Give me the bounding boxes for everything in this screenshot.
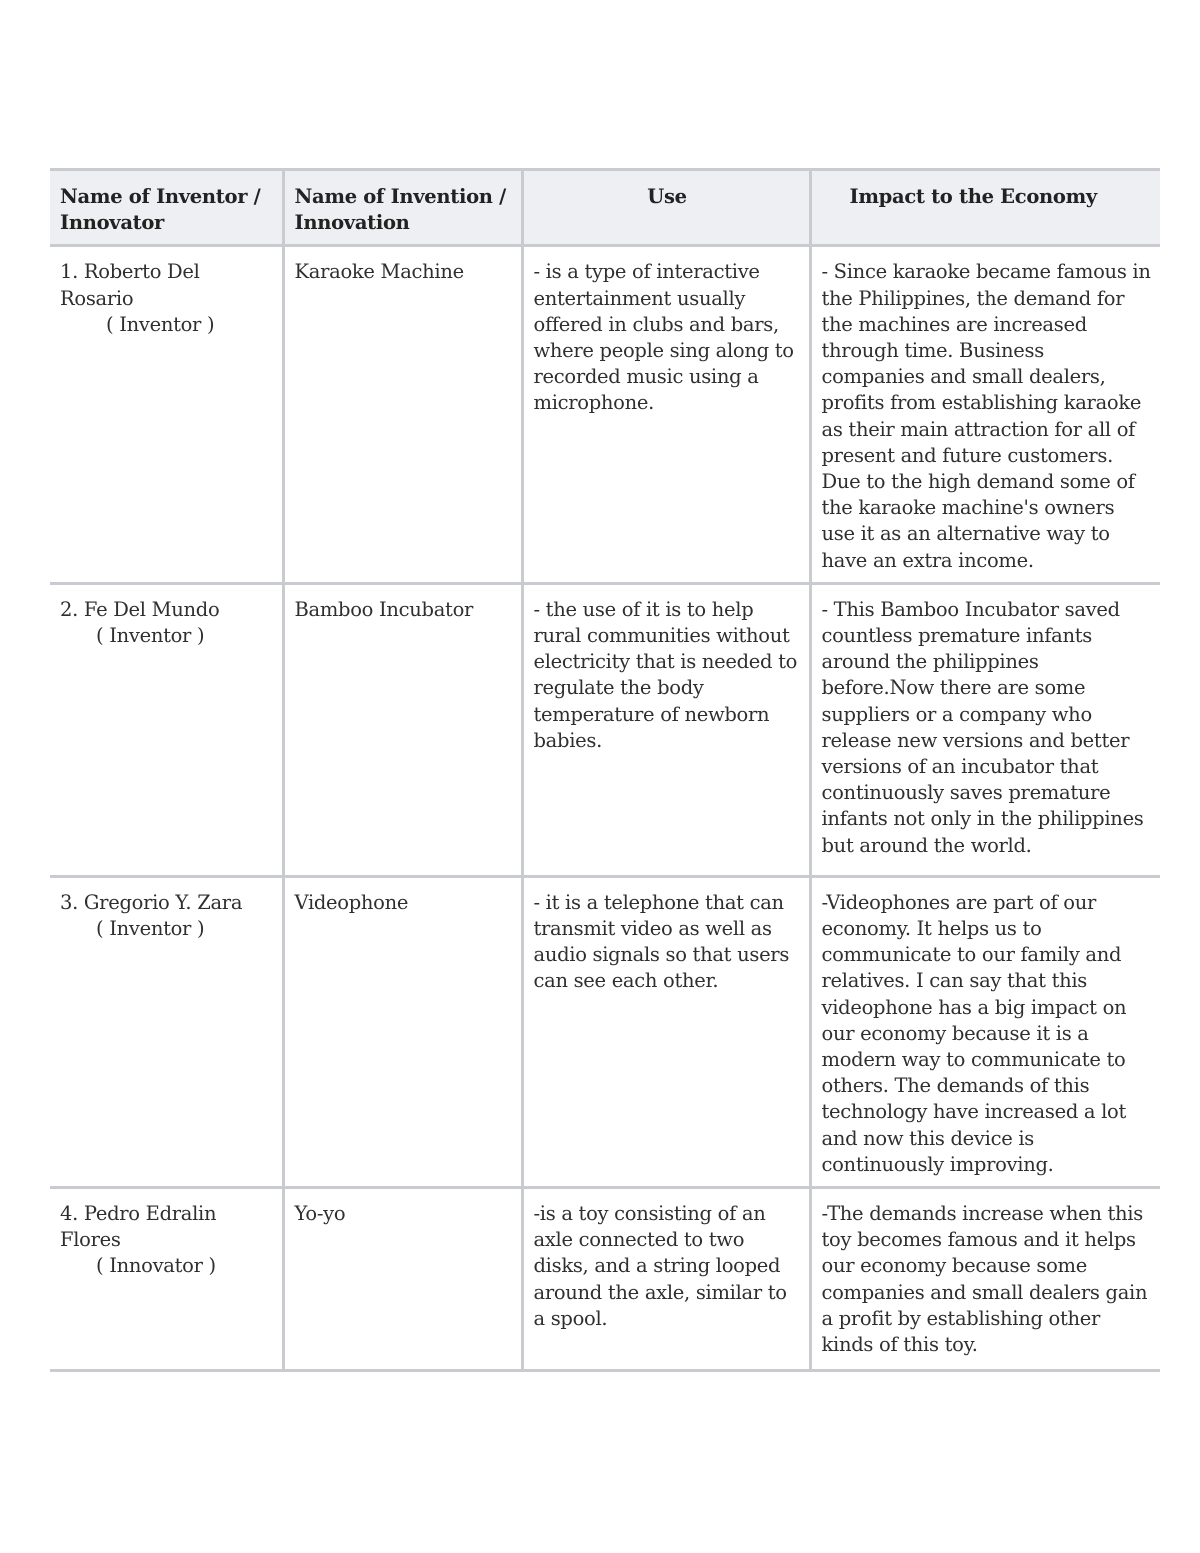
header-inventor: Name of Inventor / Innovator — [50, 170, 283, 246]
inventor-name: 4. Pedro Edralin Flores — [60, 1202, 217, 1252]
table-body — [50, 246, 1160, 1371]
impact-cell: - This Bamboo Incubator saved countless premature infants around the philippines before.Now there are some suppliers or a company who release new versions and better versions of an incubator that continuously saves premature infants not only in the philippines but around the world. — [810, 583, 1160, 876]
impact-cell: -The demands increase when this toy becomes famous and it helps our economy because some companies and small dealers gain a profit by establishing other kinds of this toy. — [810, 1188, 1160, 1371]
header-impact: Impact to the Economy — [810, 170, 1160, 246]
inventor-cell — [50, 246, 283, 583]
inventor-cell — [50, 876, 283, 1187]
inventor-role: ( Innovator ) — [96, 1254, 216, 1278]
use-cell: - the use of it is to help rural communities without electricity that is needed to regulate the body temperature of newborn babies. — [522, 583, 810, 876]
inventor-name: 1. Roberto Del Rosario — [60, 260, 200, 310]
table-row — [50, 1188, 1160, 1371]
inventor-role: ( Inventor ) — [96, 624, 205, 648]
inventor-name: 3. Gregorio Y. Zara — [60, 890, 243, 914]
use-cell: - is a type of interactive entertainment usually offered in clubs and bars, where people sing along to recorded music using a microphone. — [522, 246, 810, 583]
inventor-cell — [50, 583, 283, 876]
invention-cell: Videophone — [283, 876, 522, 1187]
inventor-cell — [50, 1188, 283, 1371]
header-row — [50, 170, 1160, 246]
table-row — [50, 583, 1160, 876]
inventions-table — [50, 168, 1160, 1372]
header-invention: Name of Invention / Innovation — [283, 170, 522, 246]
inventor-role: ( Inventor ) — [106, 312, 215, 336]
use-cell: -is a toy consisting of an axle connected to two disks, and a string looped around the axle, similar to a spool. — [522, 1188, 810, 1371]
header-use: Use — [522, 170, 810, 246]
invention-cell: Yo-yo — [283, 1188, 522, 1371]
invention-cell: Karaoke Machine — [283, 246, 522, 583]
table-row — [50, 246, 1160, 583]
impact-cell: - Since karaoke became famous in the Philippines, the demand for the machines are increased through time. Business companies and small dealers, profits from establishing karaoke as their main attraction for all of present and future customers. Due to the high demand some of the karaoke machine's owners use it as an alternative way to have an extra income. — [810, 246, 1160, 583]
inventor-role: ( Inventor ) — [96, 917, 205, 941]
impact-cell: -Videophones are part of our economy. It helps us to communicate to our family and relatives. I can say that this videophone has a big impact on our economy because it is a modern way to communicate to others. The demands of this technology have increased a lot and now this device is continuously improving. — [810, 876, 1160, 1187]
invention-cell: Bamboo Incubator — [283, 583, 522, 876]
use-cell: - it is a telephone that can transmit video as well as audio signals so that users can see each other. — [522, 876, 810, 1187]
table-header — [50, 170, 1160, 246]
inventor-name: 2. Fe Del Mundo — [60, 597, 220, 621]
table-row — [50, 876, 1160, 1187]
